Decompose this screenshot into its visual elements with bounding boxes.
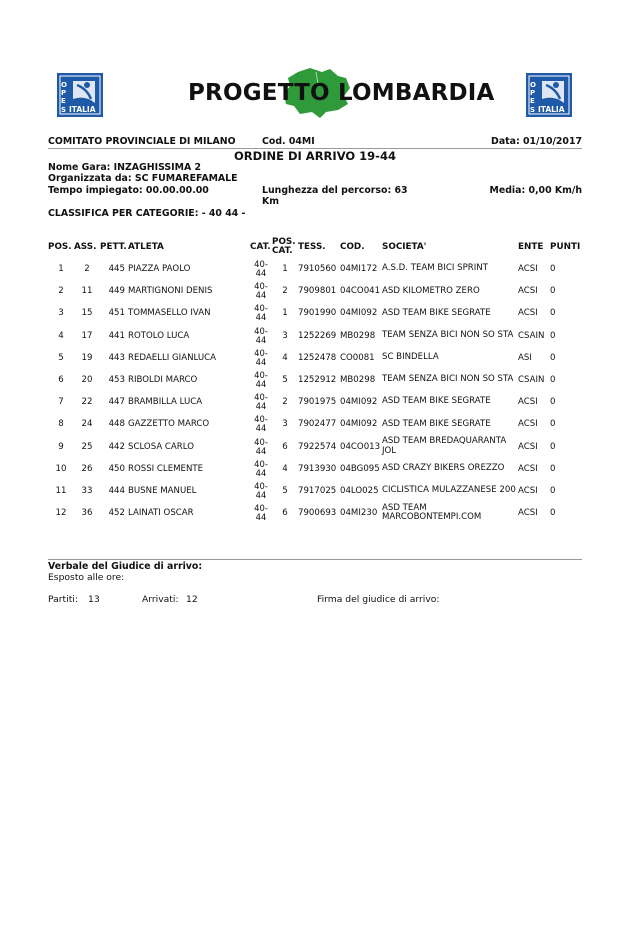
cell-ass: 26 xyxy=(81,463,93,474)
table-row xyxy=(48,347,588,369)
cell-pos: 7 xyxy=(58,397,64,408)
cell-societa: SC BINDELLA xyxy=(382,352,439,363)
cell-atleta: BUSNE MANUEL xyxy=(128,485,197,496)
race-time: Tempo impiegato: 00.00.00.00 xyxy=(48,185,209,196)
page-title: PROGETTO LOMBARDIA xyxy=(188,80,495,106)
cell-atleta: TOMMASELLO IVAN xyxy=(128,308,211,319)
cell-ass: 36 xyxy=(81,508,93,519)
col-header-ente: ENTE xyxy=(518,242,544,252)
svg-text:S: S xyxy=(61,106,67,114)
cell-cat xyxy=(250,413,272,435)
cell-punti: 0 xyxy=(550,308,556,319)
cell-tess: 7909801 xyxy=(298,286,337,297)
cell-tess: 7910560 xyxy=(298,264,337,275)
cell-cod: MB0298 xyxy=(340,375,376,386)
svg-text:S: S xyxy=(530,106,536,114)
cell-ente: ACSI xyxy=(518,308,538,319)
table-row xyxy=(48,258,588,280)
cat-line1: 40- xyxy=(254,458,268,469)
cell-ass: 11 xyxy=(81,286,93,297)
cell-pett: 443 xyxy=(108,352,125,363)
cell-ass: 19 xyxy=(81,352,93,363)
cell-tess: 7922574 xyxy=(298,441,337,452)
cell-societa: ASD TEAM BREDAQUARANTA JOL xyxy=(382,436,507,456)
cell-pos: 6 xyxy=(58,375,64,386)
cell-ente: ACSI xyxy=(518,463,538,474)
table-row xyxy=(48,458,588,480)
race-length: Lunghezza del percorso: 63 xyxy=(262,185,408,196)
cell-atleta: GAZZETTO MARCO xyxy=(128,419,210,430)
cat-line2: 44 xyxy=(255,379,267,390)
cell-atleta: BRAMBILLA LUCA xyxy=(128,397,203,408)
cell-tess: 7902477 xyxy=(298,419,337,430)
cell-cat xyxy=(250,502,272,524)
cell-pos-cat: 2 xyxy=(282,286,288,297)
cell-cat xyxy=(250,280,272,302)
cat-line2: 44 xyxy=(255,423,267,434)
cell-pos: 12 xyxy=(55,508,67,519)
col-header-atleta: ATLETA xyxy=(128,242,164,252)
cell-cat xyxy=(250,480,272,502)
committee-label: COMITATO PROVINCIALE DI MILANO xyxy=(48,136,236,147)
cell-cat xyxy=(250,258,272,280)
cell-pett: 449 xyxy=(108,286,125,297)
cell-societa: A.S.D. TEAM BICI SPRINT xyxy=(382,263,488,274)
cell-cod: 04MI092 xyxy=(340,397,378,408)
cell-cat xyxy=(250,458,272,480)
cell-ass: 24 xyxy=(81,419,93,430)
cell-pos-cat: 6 xyxy=(282,508,288,519)
cell-ente: ASI xyxy=(518,352,532,363)
cell-pett: 445 xyxy=(108,264,125,275)
cell-societa: CICLISTICA MULAZZANESE 200 xyxy=(382,485,516,496)
race-name: Nome Gara: INZAGHISSIMA 2 xyxy=(48,162,202,173)
cell-punti: 0 xyxy=(550,330,556,341)
cell-pos: 11 xyxy=(55,485,67,496)
cell-punti: 0 xyxy=(550,352,556,363)
cell-atleta: REDAELLI GIANLUCA xyxy=(128,352,217,363)
cell-pett: 448 xyxy=(108,419,125,430)
cell-tess: 7901990 xyxy=(298,308,337,319)
cell-tess: 7901975 xyxy=(298,397,337,408)
pos-cat-line2: CAT. xyxy=(272,246,293,256)
cell-ente: ACSI xyxy=(518,397,538,408)
cell-punti: 0 xyxy=(550,419,556,430)
table-row xyxy=(48,413,588,435)
cell-pos-cat: 4 xyxy=(282,352,288,363)
arrivati-value: 12 xyxy=(186,594,198,605)
cat-line1: 40- xyxy=(254,259,268,270)
footer-divider xyxy=(48,559,582,560)
cell-pett: 442 xyxy=(108,441,125,452)
cat-line2: 44 xyxy=(255,334,267,345)
cell-punti: 0 xyxy=(550,397,556,408)
col-header-tess: TESS. xyxy=(298,242,326,252)
results-table xyxy=(48,236,588,524)
cell-punti: 0 xyxy=(550,463,556,474)
cell-ass: 15 xyxy=(81,308,93,319)
race-average: Media: 0,00 Km/h xyxy=(489,185,582,196)
table-row xyxy=(48,369,588,391)
cell-pos-cat: 3 xyxy=(282,330,288,341)
cell-cod: MB0298 xyxy=(340,330,376,341)
cell-ass: 2 xyxy=(84,264,90,275)
cell-tess: 1252269 xyxy=(298,330,337,341)
cell-atleta: RIBOLDI MARCO xyxy=(128,375,198,386)
cell-tess: 1252478 xyxy=(298,352,337,363)
arrivati-label: Arrivati: xyxy=(142,594,179,605)
cell-atleta: ROSSI CLEMENTE xyxy=(128,463,204,474)
cell-ente: CSAIN xyxy=(518,330,545,341)
cell-pett: 447 xyxy=(108,397,125,408)
cell-cod: 04MI092 xyxy=(340,308,378,319)
cat-line2: 44 xyxy=(255,356,267,367)
cell-ente: ACSI xyxy=(518,485,538,496)
cell-pett: 450 xyxy=(108,463,125,474)
cell-societa: ASD TEAM BIKE SEGRATE xyxy=(382,307,491,318)
cell-tess: 1252912 xyxy=(298,375,337,386)
cat-line1: 40- xyxy=(254,347,268,358)
cell-atleta: LAINATI OSCAR xyxy=(128,508,194,519)
cell-cat xyxy=(250,436,272,458)
cell-tess: 7917025 xyxy=(298,485,337,496)
cell-atleta: MARTIGNONI DENIS xyxy=(128,286,213,297)
cell-punti: 0 xyxy=(550,375,556,386)
cell-pos: 1 xyxy=(58,264,64,275)
cell-pos: 3 xyxy=(58,308,64,319)
table-row xyxy=(48,325,588,347)
cell-pos: 4 xyxy=(58,330,64,341)
cell-societa: ASD TEAM BIKE SEGRATE xyxy=(382,396,491,407)
date-label: Data: 01/10/2017 xyxy=(491,136,582,147)
race-organizer: Organizzata da: SC FUMAREFAMALE xyxy=(48,173,238,184)
table-row xyxy=(48,502,588,524)
cell-pett: 444 xyxy=(108,485,125,496)
cat-line1: 40- xyxy=(254,370,268,381)
col-header-cat: CAT. xyxy=(250,242,271,252)
esposto-label: Esposto alle ore: xyxy=(48,572,125,583)
cell-pos-cat: 5 xyxy=(282,375,288,386)
svg-text:ITALIA: ITALIA xyxy=(69,105,96,114)
cell-ente: ACSI xyxy=(518,508,538,519)
cell-societa: TEAM SENZA BICI NON SO STA xyxy=(382,374,514,385)
cell-cod: 04CO013 xyxy=(340,441,381,452)
cell-pos-cat: 2 xyxy=(282,397,288,408)
cell-cod: 04MI092 xyxy=(340,419,378,430)
cat-line2: 44 xyxy=(255,467,267,478)
col-header-societa: SOCIETA' xyxy=(382,242,427,252)
col-header-ass: ASS. xyxy=(74,242,97,252)
table-row xyxy=(48,480,588,502)
cell-societa: ASD TEAM BIKE SEGRATE xyxy=(382,418,491,429)
cat-line2: 44 xyxy=(255,268,267,279)
verbale-label: Verbale del Giudice di arrivo: xyxy=(48,561,203,572)
cell-pos-cat: 5 xyxy=(282,485,288,496)
opes-italia-logo-left xyxy=(57,73,103,117)
cell-ass: 33 xyxy=(81,485,93,496)
cat-line1: 40- xyxy=(254,392,268,403)
col-header-pos: POS. xyxy=(48,242,72,252)
pos-cat-line1: POS. xyxy=(272,237,296,247)
cell-cat xyxy=(250,391,272,413)
cell-ente: ACSI xyxy=(518,286,538,297)
col-header-punti: PUNTI xyxy=(550,242,581,252)
cell-societa: ASD TEAM MARCOBONTEMPI.COM xyxy=(382,502,482,523)
cell-pos-cat: 1 xyxy=(282,264,288,275)
progetto-lombardia-banner xyxy=(188,66,495,118)
cell-pos: 10 xyxy=(55,463,67,474)
cat-line1: 40- xyxy=(254,303,268,314)
race-length-unit: Km xyxy=(262,196,280,207)
cell-atleta: ROTOLO LUCA xyxy=(128,330,190,341)
svg-text:ITALIA: ITALIA xyxy=(538,105,565,114)
cell-ass: 22 xyxy=(81,397,93,408)
cell-ass: 17 xyxy=(81,330,93,341)
cell-atleta: PIAZZA PAOLO xyxy=(128,264,191,275)
cell-pos-cat: 3 xyxy=(282,419,288,430)
cell-pos: 9 xyxy=(58,441,64,452)
cell-pos-cat: 4 xyxy=(282,463,288,474)
svg-text:O: O xyxy=(530,81,536,89)
partiti-label: Partiti: xyxy=(48,594,78,605)
category-label: CLASSIFICA PER CATEGORIE: - 40 44 - xyxy=(48,208,246,219)
cell-cod: 04LO025 xyxy=(340,485,379,496)
cell-cod: CO0081 xyxy=(340,352,375,363)
cell-pett: 453 xyxy=(108,375,125,386)
svg-text:P: P xyxy=(530,89,536,97)
cell-cod: 04MI172 xyxy=(340,264,378,275)
cat-line2: 44 xyxy=(255,312,267,323)
order-title: ORDINE DI ARRIVO 19-44 xyxy=(234,149,396,163)
cell-pett: 441 xyxy=(108,330,125,341)
cat-line1: 40- xyxy=(254,480,268,491)
table-row xyxy=(48,391,588,413)
cat-line1: 40- xyxy=(254,325,268,336)
col-header-pos-cat xyxy=(272,236,298,258)
cell-ass: 25 xyxy=(81,441,93,452)
cat-line1: 40- xyxy=(254,436,268,447)
svg-text:O: O xyxy=(61,81,67,89)
cat-line2: 44 xyxy=(255,290,267,301)
cell-ente: ACSI xyxy=(518,264,538,275)
cell-societa: TEAM SENZA BICI NON SO STA xyxy=(382,329,514,340)
cell-societa: ASD CRAZY BIKERS OREZZO xyxy=(382,463,505,474)
cat-line2: 44 xyxy=(255,489,267,500)
cat-line2: 44 xyxy=(255,512,267,523)
cat-line1: 40- xyxy=(254,281,268,292)
col-header-cod: COD. xyxy=(340,242,365,252)
cell-pos: 8 xyxy=(58,419,64,430)
svg-text:E: E xyxy=(61,97,66,105)
partiti-value: 13 xyxy=(88,594,100,605)
opes-italia-logo-right xyxy=(526,73,572,117)
cell-cod: 04MI230 xyxy=(340,508,378,519)
cell-punti: 0 xyxy=(550,485,556,496)
col-header-pett: PETT. xyxy=(100,242,127,252)
cell-societa: ASD KILOMETRO ZERO xyxy=(382,285,480,296)
code-label: Cod. 04MI xyxy=(262,136,315,147)
cell-pett: 452 xyxy=(108,508,125,519)
table-row xyxy=(48,302,588,324)
cell-pett: 451 xyxy=(108,308,125,319)
cell-ente: ACSI xyxy=(518,419,538,430)
cell-cod: 04CO041 xyxy=(340,286,381,297)
svg-text:P: P xyxy=(61,89,67,97)
cell-pos: 5 xyxy=(58,352,64,363)
cell-pos: 2 xyxy=(58,286,64,297)
cell-cat xyxy=(250,325,272,347)
cell-ente: CSAIN xyxy=(518,375,545,386)
cell-punti: 0 xyxy=(550,264,556,275)
cell-cat xyxy=(250,302,272,324)
cell-pos-cat: 1 xyxy=(282,308,288,319)
cell-cat xyxy=(250,347,272,369)
cell-ass: 20 xyxy=(81,375,93,386)
table-row xyxy=(48,280,588,302)
cell-cod: 04BG095 xyxy=(340,463,380,474)
cat-line1: 40- xyxy=(254,414,268,425)
firma-label: Firma del giudice di arrivo: xyxy=(317,594,440,605)
cell-cat xyxy=(250,369,272,391)
cell-punti: 0 xyxy=(550,286,556,297)
cell-tess: 7900693 xyxy=(298,508,337,519)
cell-punti: 0 xyxy=(550,441,556,452)
table-header-row xyxy=(48,236,588,258)
cell-atleta: SCLOSA CARLO xyxy=(128,441,195,452)
cat-line2: 44 xyxy=(255,445,267,456)
cell-pos-cat: 6 xyxy=(282,441,288,452)
table-row xyxy=(48,436,588,458)
cat-line1: 40- xyxy=(254,503,268,514)
cell-tess: 7913930 xyxy=(298,463,337,474)
cat-line2: 44 xyxy=(255,401,267,412)
cell-ente: ACSI xyxy=(518,441,538,452)
svg-text:E: E xyxy=(530,97,535,105)
cell-punti: 0 xyxy=(550,508,556,519)
